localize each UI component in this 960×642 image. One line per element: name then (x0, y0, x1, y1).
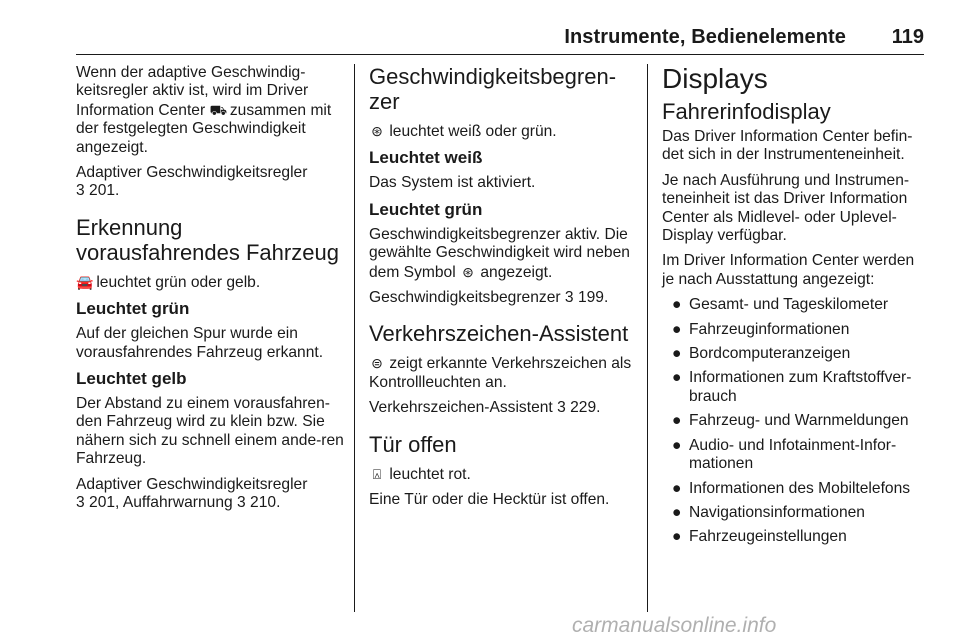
paragraph: Das Driver Information Center befin-det sich in der Instrumenteneinheit. (662, 128, 913, 164)
list-item: ● Fahrzeuginformationen (672, 320, 850, 338)
heading-driver-info-display: Fahrerinfodisplay (662, 99, 831, 124)
ref-arrow-icon: 3 (237, 494, 246, 512)
heading-green: Leuchtet grün (369, 199, 483, 219)
paragraph: Das System ist aktiviert. (369, 174, 536, 192)
paragraph: ⊜ zeigt erkannte Verkehrszeichen als Kontrollleuchten an. (369, 355, 632, 391)
column-divider-2 (647, 64, 648, 612)
speed-limiter-icon: ⊛ (462, 263, 474, 280)
heading-door-open: Tür offen (369, 431, 457, 457)
column-3 (662, 64, 930, 553)
page-number: 119 (891, 26, 924, 48)
paragraph: Auf der gleichen Spur wurde ein vorausfahrendes Fahrzeug erkannt. (76, 325, 324, 361)
list-item: ● Informationen zum Kraftstoffver-brauch (672, 369, 912, 405)
cruise-control-icon: ⛟ (209, 101, 228, 118)
ref-arrow-icon: 3 (564, 289, 574, 307)
ref-arrow-icon: 3 (557, 399, 566, 417)
speed-limiter-icon: ⊛ (371, 123, 383, 139)
heading-green: Leuchtet grün (76, 299, 190, 319)
list-item: ● Gesamt- und Tageskilometer (672, 296, 889, 314)
column-divider-1 (354, 64, 355, 612)
paragraph: Geschwindigkeitsbegrenzer aktiv. Die gewählte Geschwindigkeit wird neben dem Symbol ⊛ angezeigt. (369, 225, 630, 281)
column-1 (76, 64, 344, 520)
paragraph: ⊛ leuchtet weiß oder grün. (369, 122, 637, 141)
cross-reference: Geschwindigkeitsbegrenzer 3 199. (369, 289, 609, 307)
list-item: ● Fahrzeug- und Warnmeldungen (672, 412, 909, 430)
bullet: ● (672, 528, 682, 546)
list-item: ● Informationen des Mobiltelefons (672, 479, 911, 497)
section-title: Instrumente, Bedienelemente (564, 26, 846, 48)
ref-arrow-icon: 3 (76, 494, 85, 512)
heading-displays: Displays (662, 63, 768, 94)
cross-reference: Adaptiver Geschwindigkeitsregler 3 201, Auffahrwarnung 3 210. (76, 475, 308, 512)
traffic-sign-icon: ⊜ (371, 355, 383, 372)
header-rule (76, 54, 924, 55)
heading-yellow: Leuchtet gelb (76, 369, 187, 389)
heading-white: Leuchtet weiß (369, 148, 483, 168)
paragraph: Der Abstand zu einem vorausfahren-den Fahrzeug wird zu klein bzw. Sie nähern sich zu schnell einem ande-ren Fahrzeug. (76, 395, 344, 468)
column-2 (369, 64, 637, 516)
paragraph: Wenn der adaptive Geschwindig-keitsregler aktiv ist, wird im Driver Information Center ⛟ zusammen mit der festgelegten Geschwindigkeit angezeigt. (76, 64, 332, 156)
paragraph: Eine Tür oder die Hecktür ist offen. (369, 491, 610, 509)
display-items-list (662, 296, 930, 546)
vehicle-ahead-icon: 🚘 (76, 273, 94, 290)
paragraph: 🚘 leuchtet grün oder gelb. (76, 273, 261, 291)
bullet: ● (672, 436, 682, 454)
bullet: ● (672, 503, 682, 521)
paragraph: Im Driver Information Center werden je nach Ausstattung angezeigt: (662, 252, 915, 288)
list-item: ● Audio- und Infotainment-Infor-mationen (672, 436, 897, 473)
door-open-icon: ⍓ (372, 465, 382, 482)
heading-traffic-sign-assistant: Verkehrszeichen-Assistent (369, 321, 629, 347)
cross-reference: Adaptiver Geschwindigkeitsregler 3 201. (76, 164, 308, 200)
bullet: ● (672, 296, 682, 314)
watermark: carmanualsonline.info (572, 614, 777, 637)
ref-arrow-icon: 3 (76, 182, 85, 200)
bullet: ● (672, 320, 682, 338)
bullet: ● (672, 479, 682, 497)
list-item: ● Navigationsinformationen (672, 503, 865, 521)
cross-reference: Verkehrszeichen-Assistent 3 229. (369, 399, 601, 417)
paragraph: ⍓ leuchtet rot. (369, 465, 637, 484)
list-item: ● Bordcomputeranzeigen (672, 345, 851, 363)
paragraph: Je nach Ausführung und Instrumen-teneinheit ist das Driver Information Center als Midlevel- oder Uplevel-Display verfügbar. (662, 171, 910, 245)
bullet: ● (672, 369, 682, 387)
bullet: ● (672, 412, 682, 430)
list-item: ● Fahrzeugeinstellungen (672, 528, 847, 546)
page-header (76, 26, 924, 52)
heading-vehicle-detection: Erkennung vorausfahrendes Fahrzeug (76, 214, 339, 265)
bullet: ● (672, 345, 682, 363)
heading-speed-limiter: Geschwindigkeitsbegren-zer (369, 64, 617, 114)
